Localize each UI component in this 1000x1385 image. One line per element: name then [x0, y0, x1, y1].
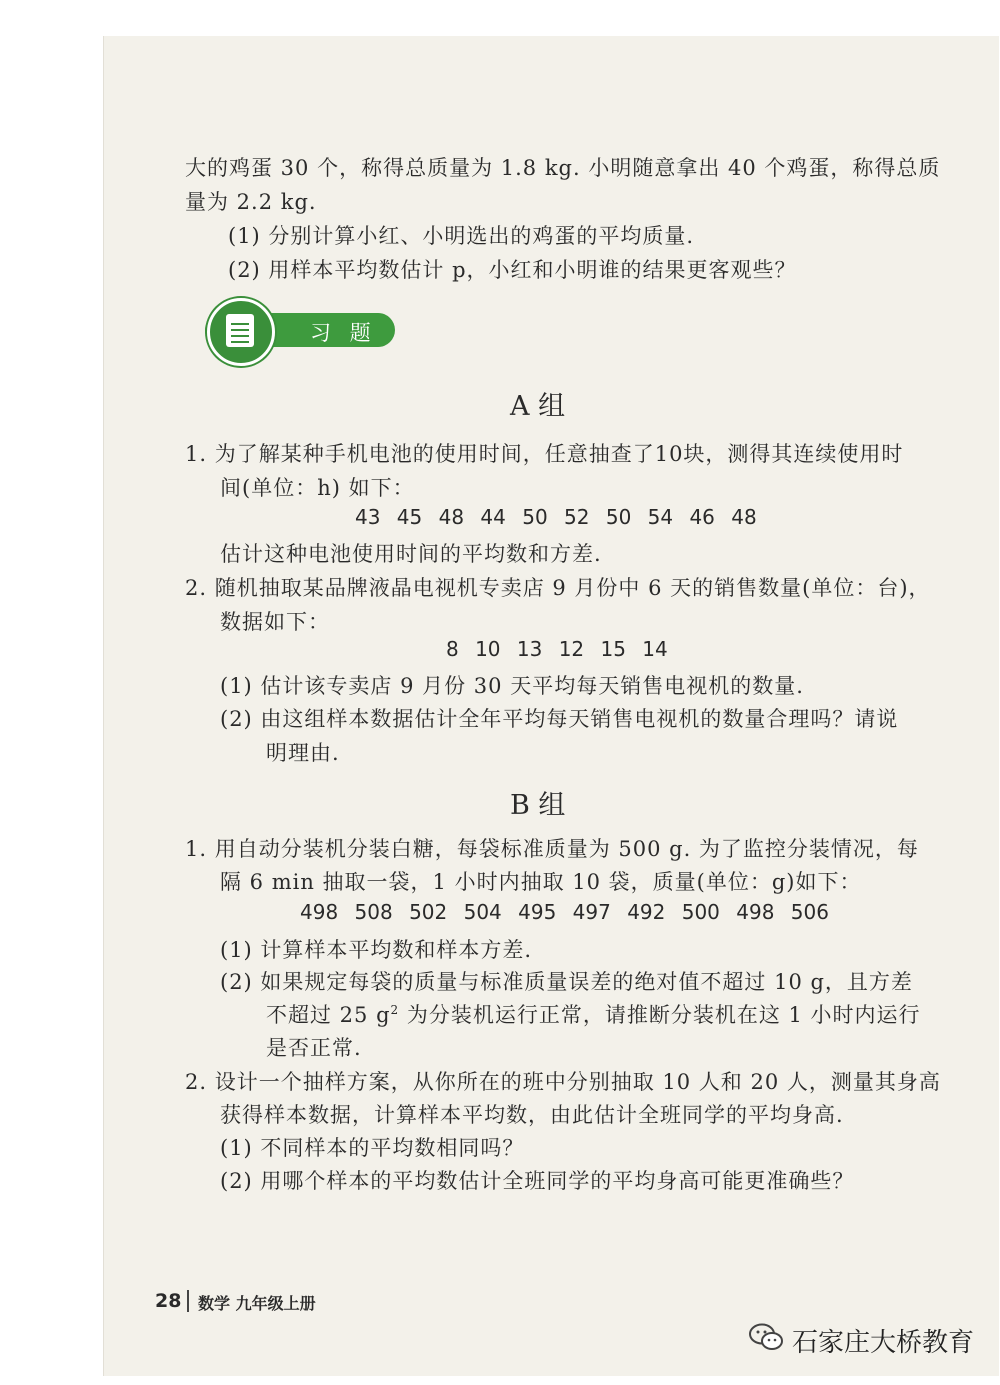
- group-a-problem-2-data: 8 10 13 12 15 14: [446, 637, 668, 661]
- watermark-text: 石家庄大桥教育: [792, 1328, 975, 1358]
- intro-question-1: (1) 分别计算小红、小明选出的鸡蛋的平均质量.: [228, 224, 695, 248]
- group-b-problem-2-line-1: 2. 设计一个抽样方案，从你所在的班中分别抽取 10 人和 20 人，测量其身高: [185, 1070, 941, 1094]
- variance-unit-exponent: 2: [390, 1003, 400, 1017]
- group-b-problem-2-line-2: 获得样本数据，计算样本平均数，由此估计全班同学的平均身高.: [220, 1103, 844, 1127]
- exercise-badge-label: 习 题: [310, 321, 377, 345]
- variance-condition-text: 为分装机运行正常，请推断分装机在这 1 小时内运行: [399, 1003, 921, 1027]
- footer-book-title: 数学 九年级上册: [198, 1294, 316, 1313]
- group-b-problem-2-question-2: (2) 用哪个样本的平均数估计全班同学的平均身高可能更准确些？: [220, 1169, 855, 1193]
- group-b-problem-1-question-2-line-1: (2) 如果规定每袋的质量与标准质量误差的绝对值不超过 10 g，且方差: [220, 970, 913, 994]
- wechat-icon: [748, 1322, 784, 1352]
- page-number: 28: [155, 1290, 182, 1312]
- group-a-problem-1-line-1: 1. 为了解某种手机电池的使用时间，任意抽查了10块，测得其连续使用时: [185, 442, 904, 466]
- exercise-badge-circle: [207, 298, 275, 366]
- group-a-problem-1-data: 43 45 48 44 50 52 50 54 46 48: [355, 505, 757, 529]
- intro-line-1: 大的鸡蛋 30 个，称得总质量为 1.8 kg. 小明随意拿出 40 个鸡蛋，称得总质: [185, 156, 941, 180]
- group-b-problem-1-data: 498 508 502 504 495 497 492 500 498 506: [300, 900, 829, 924]
- group-b-problem-1-line-2: 隔 6 min 抽取一袋，1 小时内抽取 10 袋，质量(单位：g)如下：: [220, 870, 862, 894]
- group-a-problem-1-line-2: 间(单位：h) 如下：: [220, 476, 415, 500]
- intro-line-2: 量为 2.2 kg.: [185, 190, 317, 214]
- notepad-icon: [226, 314, 254, 347]
- group-b-problem-2-question-1: (1) 不同样本的平均数相同吗？: [220, 1136, 525, 1160]
- group-b-problem-1-line-1: 1. 用自动分装机分装白糖，每袋标准质量为 500 g. 为了监控分装情况，每: [185, 837, 919, 861]
- variance-limit-text: 不超过 25 g: [266, 1003, 391, 1027]
- group-a-problem-2-question-1: (1) 估计该专卖店 9 月份 30 天平均每天销售电视机的数量.: [220, 674, 804, 698]
- group-a-title: A 组: [510, 391, 566, 422]
- group-a-problem-2-line-1: 2. 随机抽取某品牌液晶电视机专卖店 9 月份中 6 天的销售数量(单位：台)，: [185, 576, 931, 600]
- group-b-problem-1-question-1: (1) 计算样本平均数和样本方差.: [220, 938, 533, 962]
- group-a-problem-2-question-2-line-1: (2) 由这组样本数据估计全年平均每天销售电视机的数量合理吗？请说: [220, 707, 899, 731]
- group-b-title: B 组: [510, 790, 566, 821]
- exercise-badge: [185, 302, 395, 358]
- intro-question-2: (2) 用样本平均数估计 p，小红和小明谁的结果更客观些？: [228, 258, 797, 282]
- group-a-problem-1-line-3: 估计这种电池使用时间的平均数和方差.: [220, 542, 602, 566]
- footer-divider: [187, 1290, 189, 1312]
- group-a-problem-2-question-2-line-2: 明理由.: [266, 741, 340, 765]
- group-b-problem-1-question-2-line-2: [266, 999, 921, 1029]
- group-b-problem-1-question-2-line-3: 是否正常.: [266, 1036, 362, 1060]
- group-a-problem-2-line-2: 数据如下：: [220, 610, 330, 634]
